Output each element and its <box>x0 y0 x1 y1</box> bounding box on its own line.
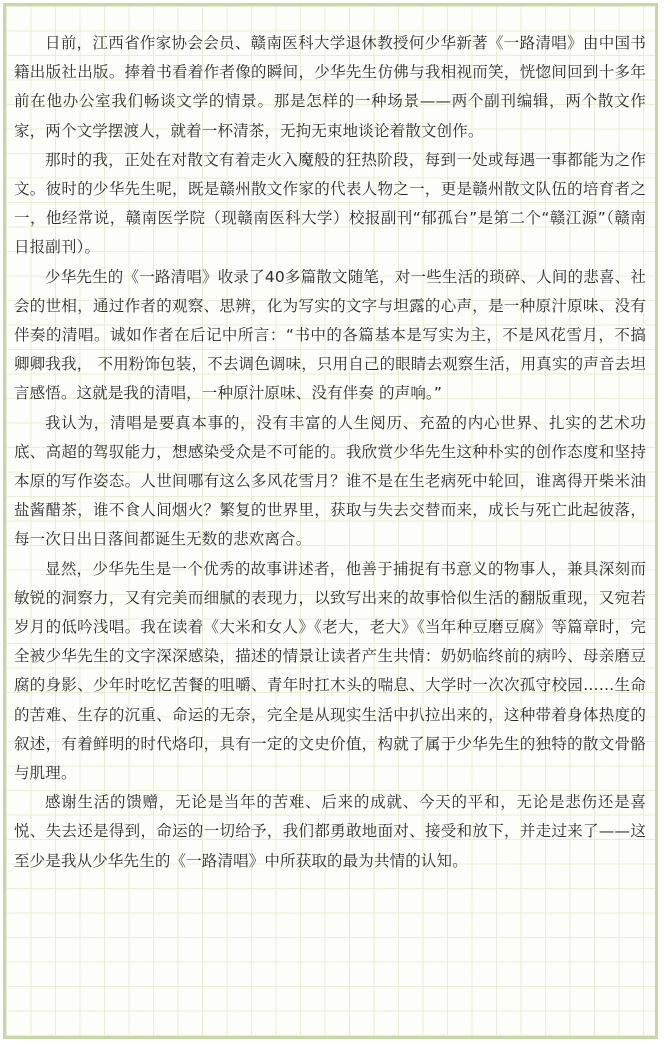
paragraph-1: 日前，江西省作家协会会员、赣南医科大学退休教授何少华新著《一路清唱》由中国书籍出版社出版。捧着书看着作者像的瞬间，少华先生仿佛与我相视而笑，恍惚间回到十多年前在他办公室我们畅谈文学的情景。那是怎样的一种场景——两个副刊编辑，两个散文作家，两个文学摆渡人，就着一杯清茶，无拘无束地谈论着散文创作。 <box>14 34 646 140</box>
paragraph-5: 显然，少华先生是一个优秀的故事讲述者，他善于捕捉有书意义的物事人，兼具深刻而敏锐的洞察力，又有完美而细腻的表现力，以致写出来的故事恰似生活的翻版重现，又宛若岁月的低吟浅唱。我在读着《大米和女人》《老大，老大》《当年种豆磨豆腐》等篇章时，完全被少华先生的文字深深感染，描述的情景让读者产生共情：奶奶临终前的病吟、母亲磨豆腐的身影、少年时吃忆苦餐的咀嚼、青年时扛木头的喘息、大学时一次次孤守校园……生命的苦难、生存的沉重、命运的无奈，完全是从现实生活中扒拉出来的，这种带着身体热度的叙述，有着鲜明的时代烙印，具有一定的文史价值，构就了属于少华先生的独特的散文骨骼与肌理。 <box>14 559 646 783</box>
paragraph-4: 我认为，清唱是要真本事的，没有丰富的人生阅历、充盈的内心世界、扎实的艺术功底、高超的驾驭能力，想感染受众是不可能的。我欣赏少华先生这种朴实的创作态度和坚持本原的写作姿态。人世间哪有这么多风花雪月？谁不是在生老病死中轮回，谁离得开柴米油盐酱醋茶，谁不食人间烟火？繁复的世界里，获取与失去交替而来，成长与死亡此起彼落，每一次日出日落间都诞生无数的悲欢离合。 <box>14 413 646 549</box>
paragraph-3: 少华先生的《一路清唱》收录了40多篇散文随笔，对一些生活的琐碎、人间的悲喜、社会的世相，通过作者的观察、思辨，化为写实的文字与坦露的心声，是一种原汁原味、没有伴奏的清唱。诚如作者在后记中所言：“书中的各篇基本是写实为主，不是风花雪月，不搞卿卿我我， 不用粉饰包装，不去调色调味，只用自己的眼睛去观察生活，用真实的声音去坦言感悟。这就是我的清唱，一种原汁原味、没有伴奏 的声响。” <box>14 267 646 403</box>
article-body <box>14 29 646 876</box>
paragraph-2: 那时的我，正处在对散文有着走火入魔般的狂热阶段，每到一处或每遇一事都能为之作文。彼时的少华先生呢，既是赣州散文作家的代表人物之一，更是赣州散文队伍的培育者之一，他经常说，赣南医学院（现赣南医科大学）校报副刊“郁孤台”是第二个“赣江源”（赣南日报副刊）。 <box>14 150 646 257</box>
paragraph-6: 感谢生活的馈赠，无论是当年的苦难、后来的成就、今天的平和，无论是悲伤还是喜悦、失去还是得到，命运的一切给予，我们都勇敢地面对、接受和放下，并走过来了——这至少是我从少华先生的《一路清唱》中所获取的最为共情的认知。 <box>14 793 646 870</box>
